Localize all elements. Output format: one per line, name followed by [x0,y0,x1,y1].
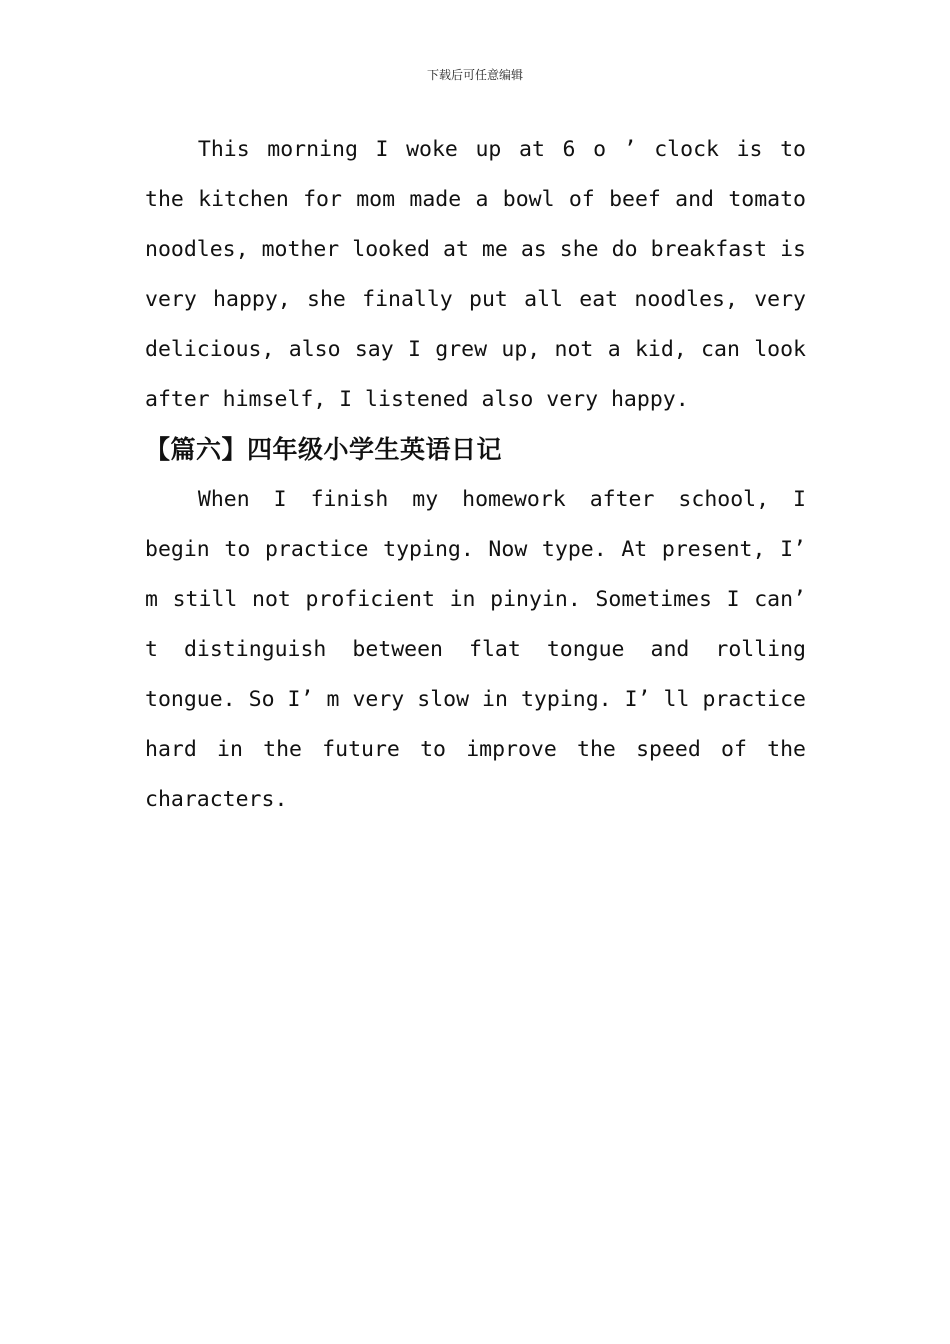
document-body [145,125,806,825]
paragraph-morning-diary: This morning I woke up at 6 o ’ clock is to the kitchen for mom made a bowl of beef and tomato noodles, mother looked at me as she do breakfast is very happy, she finally put all eat noodles, very delicious, also say I grew up, not a kid, can look after himself, I listened also very happy. [145,137,806,412]
paragraph-typing-diary: When I finish my homework after school, I begin to practice typing. Now type. At present, I’ m still not proficient in pinyin. Sometimes I can’ t distinguish between flat tongue and rolling tongue. So I’ m very slow in typing. I’ ll practice hard in the future to improve the speed of the characters. [145,487,806,812]
header-note: 下载后可任意编辑 [426,68,523,82]
section-heading: 【篇六】四年级小学生英语日记 [145,435,503,464]
